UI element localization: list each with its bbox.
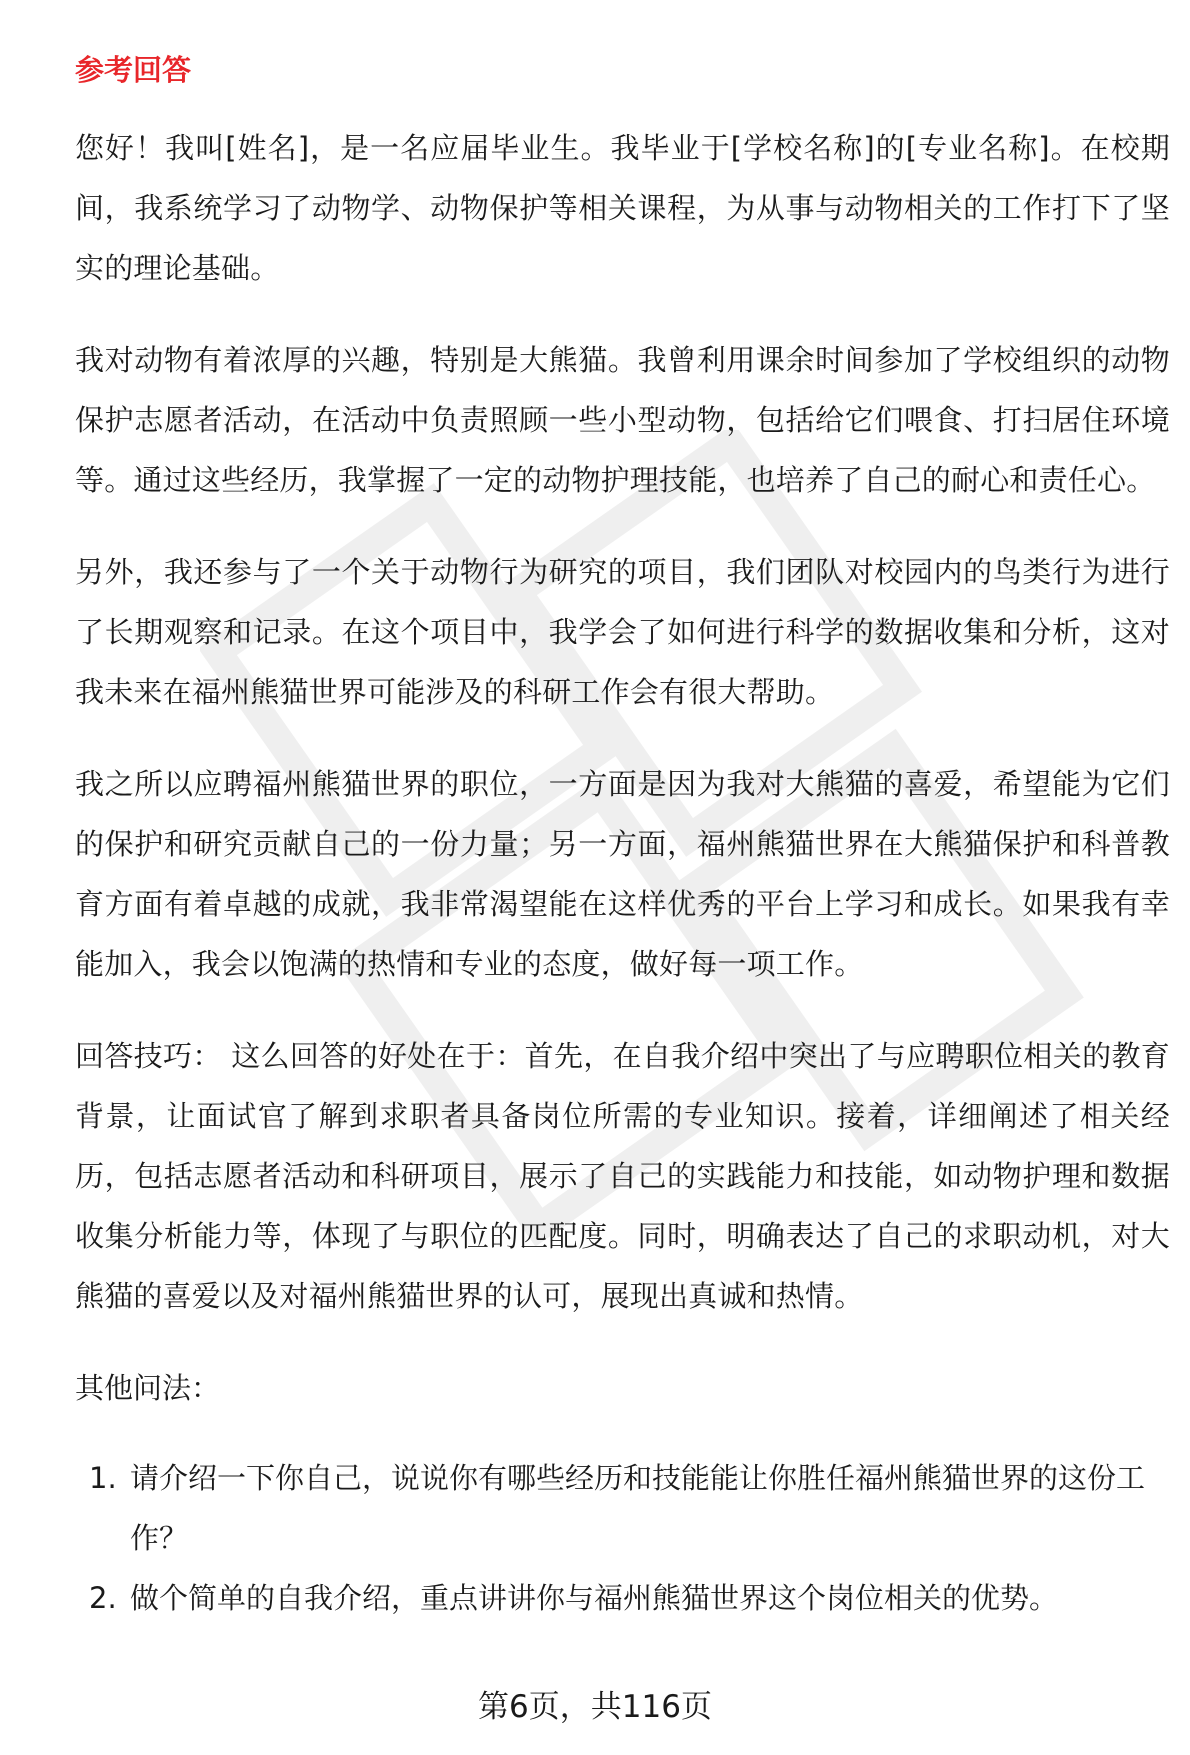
list-item-text: 请介绍一下你自己，说说你有哪些经历和技能能让你胜任福州熊猫世界的这份工作？ [130, 1461, 1146, 1555]
paragraph-tips: 回答技巧： 这么回答的好处在于：首先，在自我介绍中突出了与应聘职位相关的教育背景，让面试官了解到求职者具备岗位所需的专业知识。接着，详细阐述了相关经历，包括志愿者活动和科研项目，展示了自己的实践能力和技能，如动物护理和数据收集分析能力等，体现了与职位的匹配度。同时，明确表达了自己的求职动机，对大熊猫的喜爱以及对福州熊猫世界的认可，展现出真诚和热情。 [75, 1039, 1170, 1313]
paragraph-interest: 我对动物有着浓厚的兴趣，特别是大熊猫。我曾利用课余时间参加了学校组织的动物保护志愿者活动，在活动中负责照顾一些小型动物，包括给它们喂食、打扫居住环境等。通过这些经历，我掌握了一定的动物护理技能，也培养了自己的耐心和责任心。 [75, 343, 1170, 497]
list-item [75, 1568, 1170, 1628]
other-questions-list [75, 1448, 1170, 1628]
document-page [75, 48, 1170, 1628]
other-questions-label: 其他问法： [75, 1371, 221, 1405]
list-item-text: 做个简单的自我介绍，重点讲讲你与福州熊猫世界这个岗位相关的优势。 [130, 1581, 1059, 1615]
paragraph-motivation: 我之所以应聘福州熊猫世界的职位，一方面是因为我对大熊猫的喜爱，希望能为它们的保护和研究贡献自己的一份力量；另一方面，福州熊猫世界在大熊猫保护和科普教育方面有着卓越的成就，我非常渴望能在这样优秀的平台上学习和成长。如果我有幸能加入，我会以饱满的热情和专业的态度，做好每一项工作。 [75, 767, 1170, 981]
list-item-number: 1. [89, 1461, 117, 1495]
list-item [75, 1448, 1170, 1568]
answer-heading: 参考回答 [75, 53, 192, 87]
paragraph-research: 另外，我还参与了一个关于动物行为研究的项目，我们团队对校园内的鸟类行为进行了长期观察和记录。在这个项目中，我学会了如何进行科学的数据收集和分析，这对我未来在福州熊猫世界可能涉及的科研工作会有很大帮助。 [75, 555, 1170, 709]
paragraph-intro: 您好！我叫[姓名]，是一名应届毕业生。我毕业于[学校名称]的[专业名称]。在校期间，我系统学习了动物学、动物保护等相关课程，为从事与动物相关的工作打下了坚实的理论基础。 [75, 131, 1170, 285]
page-number-footer: 第6页，共116页 [478, 1689, 712, 1725]
list-item-number: 2. [89, 1581, 117, 1615]
